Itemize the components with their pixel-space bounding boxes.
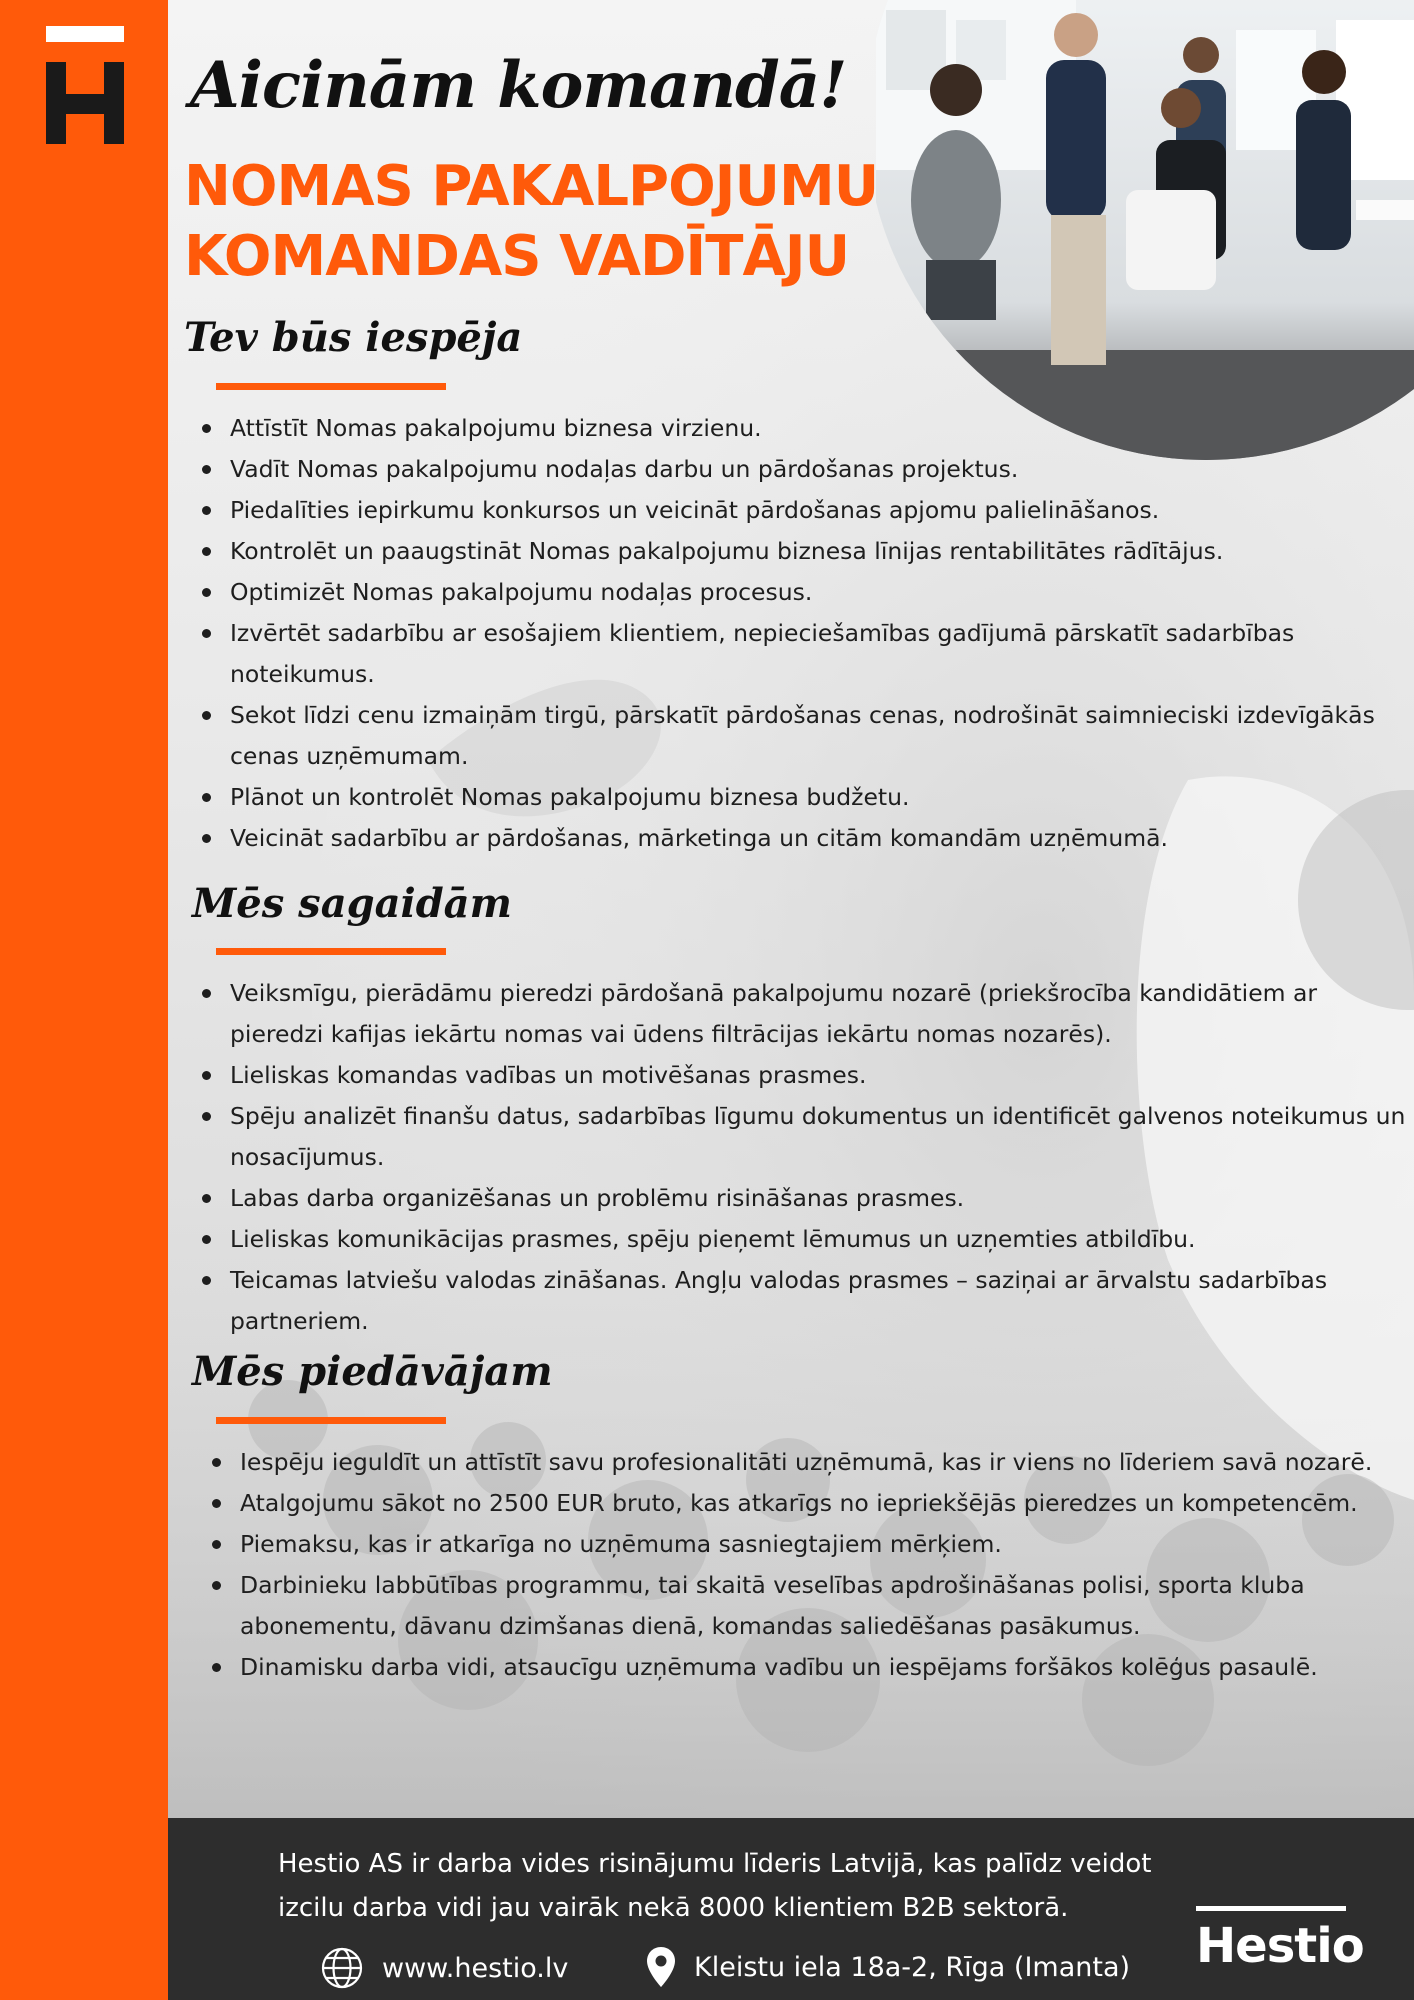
wordmark-text: Hestio (1196, 1918, 1364, 1974)
section-heading-offer: Mēs piedāvājam (192, 1348, 553, 1395)
footer (168, 1818, 1414, 2000)
left-accent-bar (0, 0, 168, 2000)
address-text: Kleistu iela 18a-2, Rīga (Imanta) (694, 1951, 1131, 1983)
offer-list (200, 1442, 1412, 1688)
section-underline (216, 948, 446, 955)
list-item: Dinamisku darba vidi, atsaucīgu uzņēmuma vadību un iespējams foršākos kolēģus pasaulē. (200, 1647, 1412, 1688)
opportunities-list (190, 408, 1412, 859)
job-title-line1: NOMAS PAKALPOJUMU (184, 154, 879, 219)
list-item: Teicamas latviešu valodas zināšanas. Angļu valodas prasmes – saziņai ar ārvalstu sadarbības partneriem. (190, 1260, 1412, 1342)
section-heading-opportunities: Tev būs iespēja (184, 314, 523, 361)
list-item: Darbinieku labbūtības programmu, tai skaitā veselības apdrošināšanas polisi, sporta kluba abonementu, dāvanu dzimšanas dienā, komandas saliedēšanas pasākumus. (200, 1565, 1412, 1647)
website-link[interactable] (320, 1946, 568, 1990)
requirements-list (190, 973, 1412, 1342)
list-item: Optimizēt Nomas pakalpojumu nodaļas procesus. (190, 572, 1412, 613)
globe-icon (320, 1946, 364, 1990)
list-item: Lieliskas komunikācijas prasmes, spēju pieņemt lēmumus un uzņemties atbildību. (190, 1219, 1412, 1260)
list-item: Labas darba organizēšanas un problēmu risināšanas prasmes. (190, 1178, 1412, 1219)
list-item: Piemaksu, kas ir atkarīga no uzņēmuma sasniegtajiem mērķiem. (200, 1524, 1412, 1565)
headline: Aicinām komandā! (190, 48, 847, 123)
list-item: Attīstīt Nomas pakalpojumu biznesa virzienu. (190, 408, 1412, 449)
list-item: Plānot un kontrolēt Nomas pakalpojumu biznesa budžetu. (190, 777, 1412, 818)
list-item: Veiksmīgu, pierādāmu pieredzi pārdošanā pakalpojumu nozarē (priekšrocība kandidātiem ar pieredzi kafijas iekārtu nomas vai ūdens filtrācijas iekārtu nomas nozarēs). (190, 973, 1412, 1055)
list-item: Sekot līdzi cenu izmaiņām tirgū, pārskatīt pārdošanas cenas, nodrošināt saimnieciski izdevīgākās cenas uzņēmumam. (190, 695, 1412, 777)
list-item: Vadīt Nomas pakalpojumu nodaļas darbu un pārdošanas projektus. (190, 449, 1412, 490)
section-underline (216, 383, 446, 390)
list-item: Iespēju ieguldīt un attīstīt savu profesionalitāti uzņēmumā, kas ir viens no līderiem savā nozarē. (200, 1442, 1412, 1483)
list-item: Spēju analizēt finanšu datus, sadarbības līgumu dokumentus un identificēt galvenos noteikumus un nosacījumus. (190, 1096, 1412, 1178)
location-pin-icon (646, 1946, 676, 1988)
job-title (184, 152, 878, 292)
job-title-line2: KOMANDAS VADĪTĀJU (184, 224, 850, 289)
list-item: Atalgojumu sākot no 2500 EUR bruto, kas atkarīgs no iepriekšējās pieredzes un kompetencēm. (200, 1483, 1412, 1524)
website-text[interactable]: www.hestio.lv (382, 1952, 569, 1984)
address (646, 1946, 1130, 1988)
list-item: Kontrolēt un paaugstināt Nomas pakalpojumu biznesa līnijas rentabilitātes rādītājus. (190, 531, 1412, 572)
section-heading-requirements: Mēs sagaidām (192, 880, 512, 927)
list-item: Veicināt sadarbību ar pārdošanas, mārketinga un citām komandām uzņēmumā. (190, 818, 1412, 859)
list-item: Izvērtēt sadarbību ar esošajiem klientiem, nepieciešamības gadījumā pārskatīt sadarbības noteikumus. (190, 613, 1412, 695)
list-item: Lieliskas komandas vadības un motivēšanas prasmes. (190, 1055, 1412, 1096)
section-underline (216, 1417, 446, 1424)
list-item: Piedalīties iepirkumu konkursos un veicināt pārdošanas apjomu palielināšanos. (190, 490, 1412, 531)
wordmark-bar (1196, 1906, 1346, 1911)
team-meeting-photo (876, 0, 1414, 470)
hestio-wordmark (1196, 1918, 1364, 1974)
hestio-logo-icon (46, 26, 124, 144)
company-description: Hestio AS ir darba vides risinājumu līderis Latvijā, kas palīdz veidot izcilu darba vidi jau vairāk nekā 8000 klientiem B2B sektorā. (278, 1849, 1152, 1923)
